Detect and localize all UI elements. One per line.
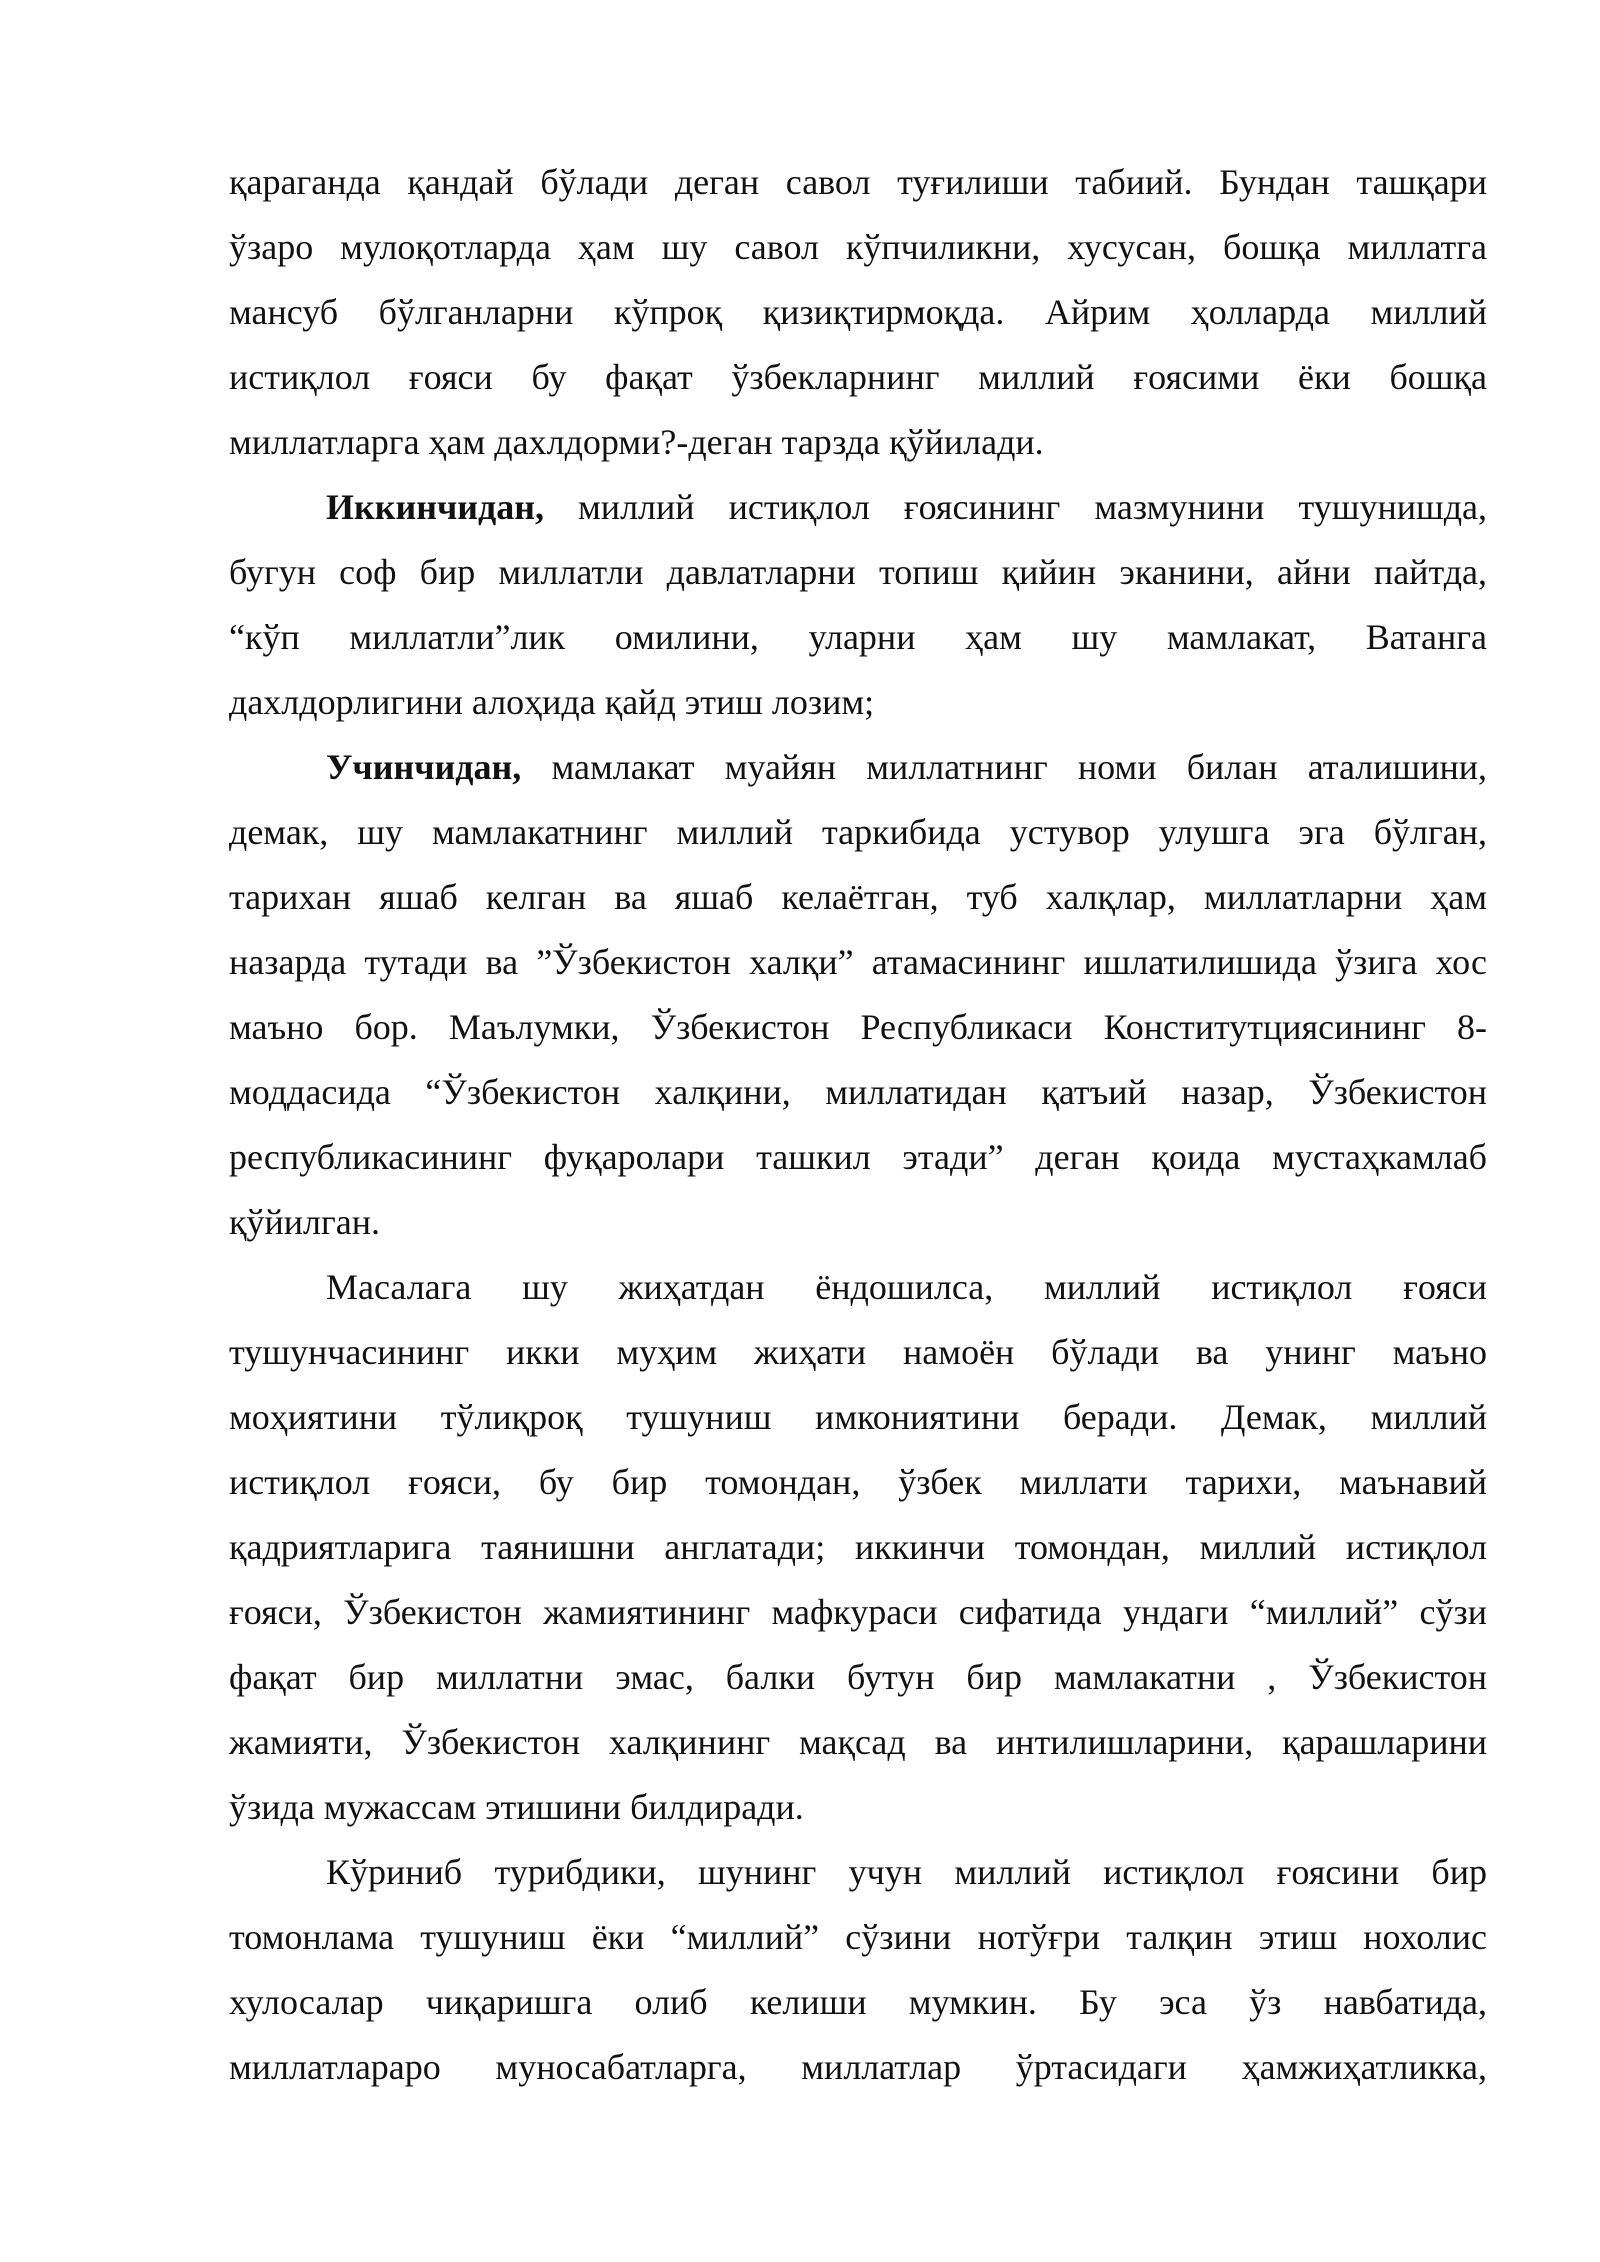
text-line: истиқлол ғояси бу фақат ўзбекларнинг миллий ғоясими ёки бошқа (229, 357, 1487, 397)
text-line: Масалага шу жиҳатдан ёндошилса, миллий истиқлол ғояси (326, 1267, 1487, 1307)
text-line: хулосалар чиқаришга олиб келиши мумкин. Бу эса ўз навбатида, (229, 1982, 1487, 2022)
text-line: ўзаро мулоқотларда ҳам шу савол кўпчиликни, хусусан, бошқа миллатга (229, 227, 1487, 267)
paragraph-3 (229, 735, 1487, 1255)
paragraph-lead: Иккинчидан, (326, 487, 544, 527)
text-line: назарда тутади ва ”Ўзбекистон халқи” атамасининг ишлатилишида ўзига хос (229, 942, 1487, 982)
text-line: қўйилган. (229, 1202, 380, 1242)
paragraph-2 (229, 475, 1487, 735)
text-line: фақат бир миллатни эмас, балки бутун бир мамлакатни , Ўзбекистон (229, 1657, 1487, 1697)
text-line: миллатларга ҳам дахлдорми?-деган тарзда қўйилади. (229, 422, 1044, 462)
text-line: демак, шу мамлакатнинг миллий таркибида устувор улушга эга бўлган, (229, 812, 1487, 852)
text-line: тушунчасининг икки муҳим жиҳати намоён бўлади ва унинг маъно (229, 1332, 1487, 1372)
text-line: мансуб бўлганларни кўпроқ қизиқтирмоқда. Айрим ҳолларда миллий (229, 292, 1487, 332)
document-body (229, 150, 1487, 2100)
text-line: қараганда қандай бўлади деган савол туғилиши табиий. Бундан ташқари (229, 162, 1487, 202)
paragraph-1 (229, 150, 1487, 475)
text-line: дахлдорлигини алоҳида қайд этиш лозим; (229, 682, 875, 722)
text-line: Кўриниб турибдики, шунинг учун миллий истиқлол ғоясини бир (326, 1852, 1487, 1892)
text-fragment: миллий истиқлол ғоясининг мазмунини тушунишда, (543, 487, 1487, 527)
text-line: тарихан яшаб келган ва яшаб келаётган, туб халқлар, миллатларни ҳам (229, 877, 1487, 917)
paragraph-lead: Учинчидан, (326, 747, 522, 787)
text-line: қадриятларига таянишни англатади; иккинчи томондан, миллий истиқлол (229, 1527, 1487, 1567)
paragraph-5 (229, 1840, 1487, 2100)
text-line: томонлама тушуниш ёки “миллий” сўзини нотўғри талқин этиш нохолис (229, 1917, 1487, 1957)
text-line: республикасининг фуқаролари ташкил этади” деган қоида мустаҳкамлаб (229, 1137, 1487, 1177)
text-line: жамияти, Ўзбекистон халқининг мақсад ва интилишларини, қарашларини (229, 1722, 1487, 1762)
text-line (229, 735, 1487, 800)
text-line: ўзида мужассам этишини билдиради. (229, 1787, 804, 1827)
text-line: “кўп миллатли”лик омилини, уларни ҳам шу мамлакат, Ватанга (229, 617, 1487, 657)
text-line: истиқлол ғояси, бу бир томондан, ўзбек миллати тарихи, маънавий (229, 1462, 1487, 1502)
text-fragment: мамлакат муайян миллатнинг номи билан аталишини, (521, 747, 1487, 787)
text-line: миллатлараро муносабатларга, миллатлар ўртасидаги ҳамжиҳатликка, (229, 2047, 1487, 2087)
text-line: ғояси, Ўзбекистон жамиятининг мафкураси сифатида ундаги “миллий” сўзи (229, 1592, 1487, 1632)
text-line: моддасида “Ўзбекистон халқини, миллатидан қатъий назар, Ўзбекистон (229, 1072, 1487, 1112)
text-line: маъно бор. Маълумки, Ўзбекистон Республикаси Конститутциясининг 8- (229, 1007, 1487, 1047)
text-line (229, 475, 1487, 540)
paragraph-4 (229, 1255, 1487, 1840)
text-line: моҳиятини тўлиқроқ тушуниш имкониятини беради. Демак, миллий (229, 1397, 1487, 1437)
text-line: бугун соф бир миллатли давлатларни топиш қийин эканини, айни пайтда, (229, 552, 1487, 592)
